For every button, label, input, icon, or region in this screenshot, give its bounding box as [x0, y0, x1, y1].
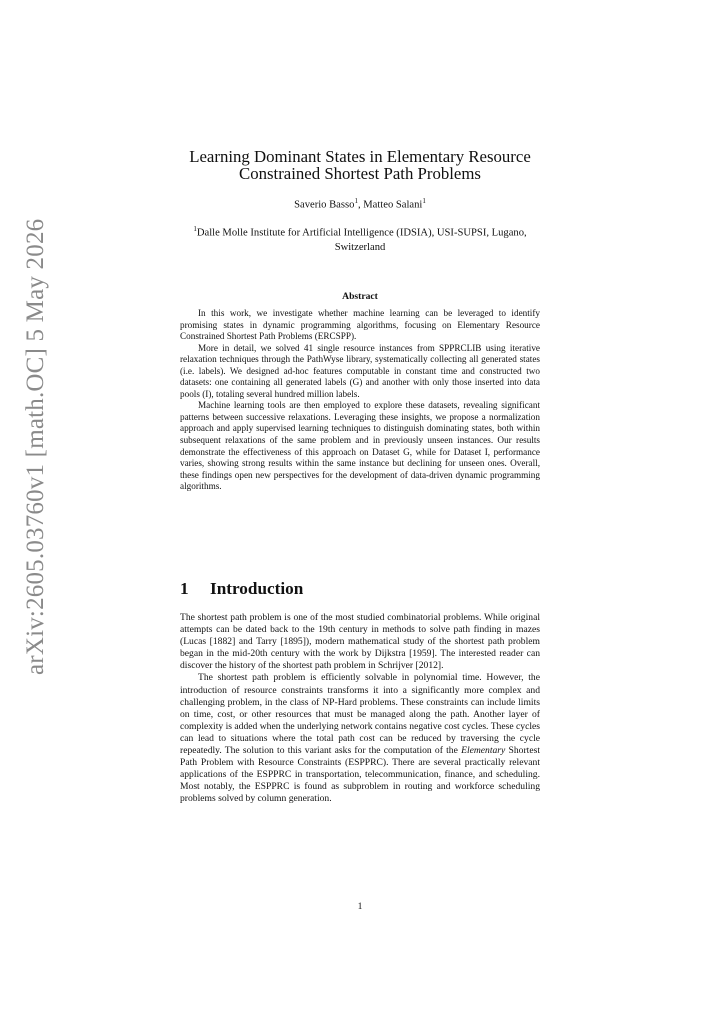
- affiliation-text: Dalle Molle Institute for Artificial Intelligence (IDSIA), USI-SUPSI, Lugano,: [196, 227, 527, 239]
- paper-title-line-2: Constrained Shortest Path Problems: [239, 164, 481, 183]
- body-paragraph: The shortest path problem is one of the most studied combinatorial problems. While original attempts can be dated back to the 19th century in methods to solve path finding in mazes (Lucas [1882] and Tarry [1895]), modern mathematical study of the shortest path problem began in the mid-20th century with the work by Dijkstra [1959]. The interested reader can discover the history of the shortest path problem in Schrijver [2012].: [180, 612, 540, 672]
- abstract-paragraph: Machine learning tools are then employed to explore these datasets, revealing significant patterns between successive relaxations. Leveraging these insights, we propose a normalization approach and apply supervised learning techniques to distinguish dominating states, both within subsequent relaxations of the same problem and in previously unseen instances. Our results demonstrate the effectiveness of this approach on Dataset G, while for Dataset I, performance varies, showing strong results within the same instance but declining for unseen ones. Overall, these findings open new perspectives for the development of data-driven dynamic programming algorithms.: [180, 400, 540, 492]
- section-number: 1: [180, 579, 189, 598]
- author-name: Matteo Salani: [363, 199, 423, 211]
- section-title: Introduction: [210, 579, 304, 598]
- section-heading-introduction: [180, 579, 303, 599]
- body-text-run: Shortest Path Problem with Resource Constraints (ESPPRC). There are several practically relevant applications of the ESPPRC in transportation, telecommunication, finance, and scheduling. Most notably, the ESPPRC is found as subproblem in routing and workforce scheduling problems solved by column generation.: [180, 745, 540, 805]
- affiliation-line-1: [140, 222, 580, 241]
- affiliation-line-2: Switzerland: [334, 241, 386, 253]
- affiliation-mark: 1: [193, 225, 197, 233]
- author-list: [150, 197, 570, 211]
- body-text-run: The shortest path problem is efficiently solvable in polynomial time. However, the introduction of resource constraints transforms it into a significantly more complex and challenging problem, in the class of NP-Hard problems. These constraints can include limits on time, cost, or other resources that must be managed along the path. Another layer of complexity is added when the underlying network contains negative cost cycles. These cycles can lead to situations where the total path cost can be reduced by traversing the cycle repeatedly. The solution to this variant asks for the computation of the: [180, 672, 540, 757]
- paper-title: [150, 148, 570, 182]
- abstract-paragraph: More in detail, we solved 41 single resource instances from SPPRCLIB using iterative relaxation techniques through the PathWyse library, systematically collecting all generated states (i.e. labels). We designed ad-hoc features computable in constant time and constructed two datasets: one containing all generated labels (G) and another with only those inserted into data pools (I), totaling several hundred million labels.: [180, 342, 540, 399]
- abstract-heading: Abstract: [342, 291, 378, 302]
- emphasized-term: Elementary: [461, 745, 506, 757]
- abstract-body: [180, 308, 540, 493]
- body-paragraph: [180, 672, 540, 805]
- affiliation-mark: 1: [354, 197, 358, 205]
- author-name: Saverio Basso: [294, 199, 355, 211]
- arxiv-identifier-stamp: arXiv:2605.03760v1 [math.OC] 5 May 2026: [22, 218, 49, 675]
- abstract-paragraph: In this work, we investigate whether machine learning can be leveraged to identify promising states in dynamic programming algorithms, focusing on Elementary Resource Constrained Shortest Path Problems (ERCSPP).: [180, 308, 540, 342]
- author-separator: ,: [357, 199, 364, 211]
- page-number: 1: [357, 901, 363, 912]
- paper-title-line-1: Learning Dominant States in Elementary Resource: [189, 147, 531, 166]
- affiliation: [140, 222, 580, 255]
- affiliation-mark: 1: [422, 197, 426, 205]
- introduction-body: [180, 612, 540, 806]
